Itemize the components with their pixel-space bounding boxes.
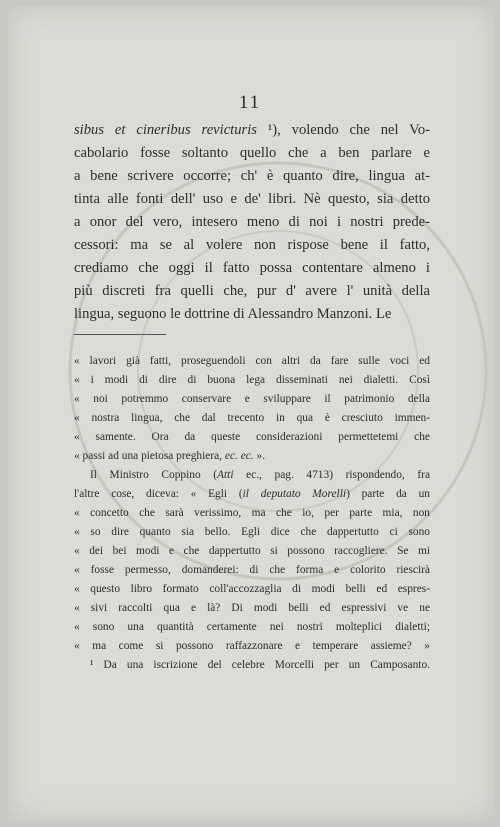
- footnote-line: « questo libro formato coll'accozzaglia di modi belli ed espres-: [74, 583, 430, 595]
- footnote-line: « concetto che sarà verissimo, ma che io, per parte mia, non: [74, 507, 430, 519]
- text-line: tinta alle fonti dell' uso e de' libri. Nè questo, sia detto: [74, 191, 430, 207]
- text-line: a onor del vero, intesero meno di noi i nostri prede-: [74, 214, 430, 230]
- footnote-line: « i modi di dire di buona lega disseminati nei dialetti. Così: [74, 374, 430, 386]
- footnote-line: « passi ad una pietosa preghiera, ec. ec. ».: [74, 450, 266, 462]
- text-line: sibus et cineribus revicturis ¹), volendo che nel Vo-: [74, 122, 430, 138]
- footnote-line: « sono una quantità certamente nei nostri molteplici dialetti;: [74, 621, 430, 633]
- footnotes: [74, 352, 430, 675]
- footnote-line: « nostra lingua, che dal trecento in qua è cresciuto immen-: [74, 412, 430, 424]
- main-text: [74, 119, 430, 326]
- text-line: cessori: ma se al volere non rispose bene il fatto,: [74, 237, 430, 253]
- footnote-line: l'altre cose, diceva: « Egli (il deputato Morelli) parte da un: [74, 488, 430, 500]
- footnote-line: « fosse permesso, domanderei: di che forma e colorito riescirà: [74, 564, 430, 576]
- text-line: a bene scrivere occorre; ch' è quanto dire, lingua at-: [74, 168, 430, 184]
- text-line: lingua, seguono le dottrine di Alessandro Manzoni. Le: [74, 306, 392, 322]
- footnote-line: « so dire quanto sia bello. Egli dice che dappertutto ci sono: [74, 526, 430, 538]
- text-line: cabolario fosse soltanto quello che a ben parlare e: [74, 145, 430, 161]
- footnote-line: ¹ Da una iscrizione del celebre Morcelli per un Camposanto.: [90, 659, 430, 671]
- text-line: crediamo che oggi il fatto possa contentare almeno i: [74, 260, 430, 276]
- text-line: più discreti fra quelli che, pur d' avere l' unità della: [74, 283, 430, 299]
- footnote-line: « lavori già fatti, proseguendoli con altri da fare sulle voci ed: [74, 355, 430, 367]
- footnote-line: « dei bei modi e che dappertutto si possono raccogliere. Se mi: [74, 545, 430, 557]
- footnote-line: « sivi raccolti qua e là? Di modi belli ed espressivi ve ne: [74, 602, 430, 614]
- footnote-line: Il Ministro Coppino (Atti ec., pag. 4713) rispondendo, fra: [90, 469, 430, 481]
- footnote-separator: [74, 334, 166, 335]
- page-number: 11: [238, 92, 262, 113]
- footnote-line: « noi potremmo conservare e sviluppare il patrimonio della: [74, 393, 430, 405]
- footnote-line: « ma come si possono raffazzonare e temperare assieme? »: [74, 640, 430, 652]
- footnote-line: « samente. Ora da queste considerazioni permettetemi che: [74, 431, 430, 443]
